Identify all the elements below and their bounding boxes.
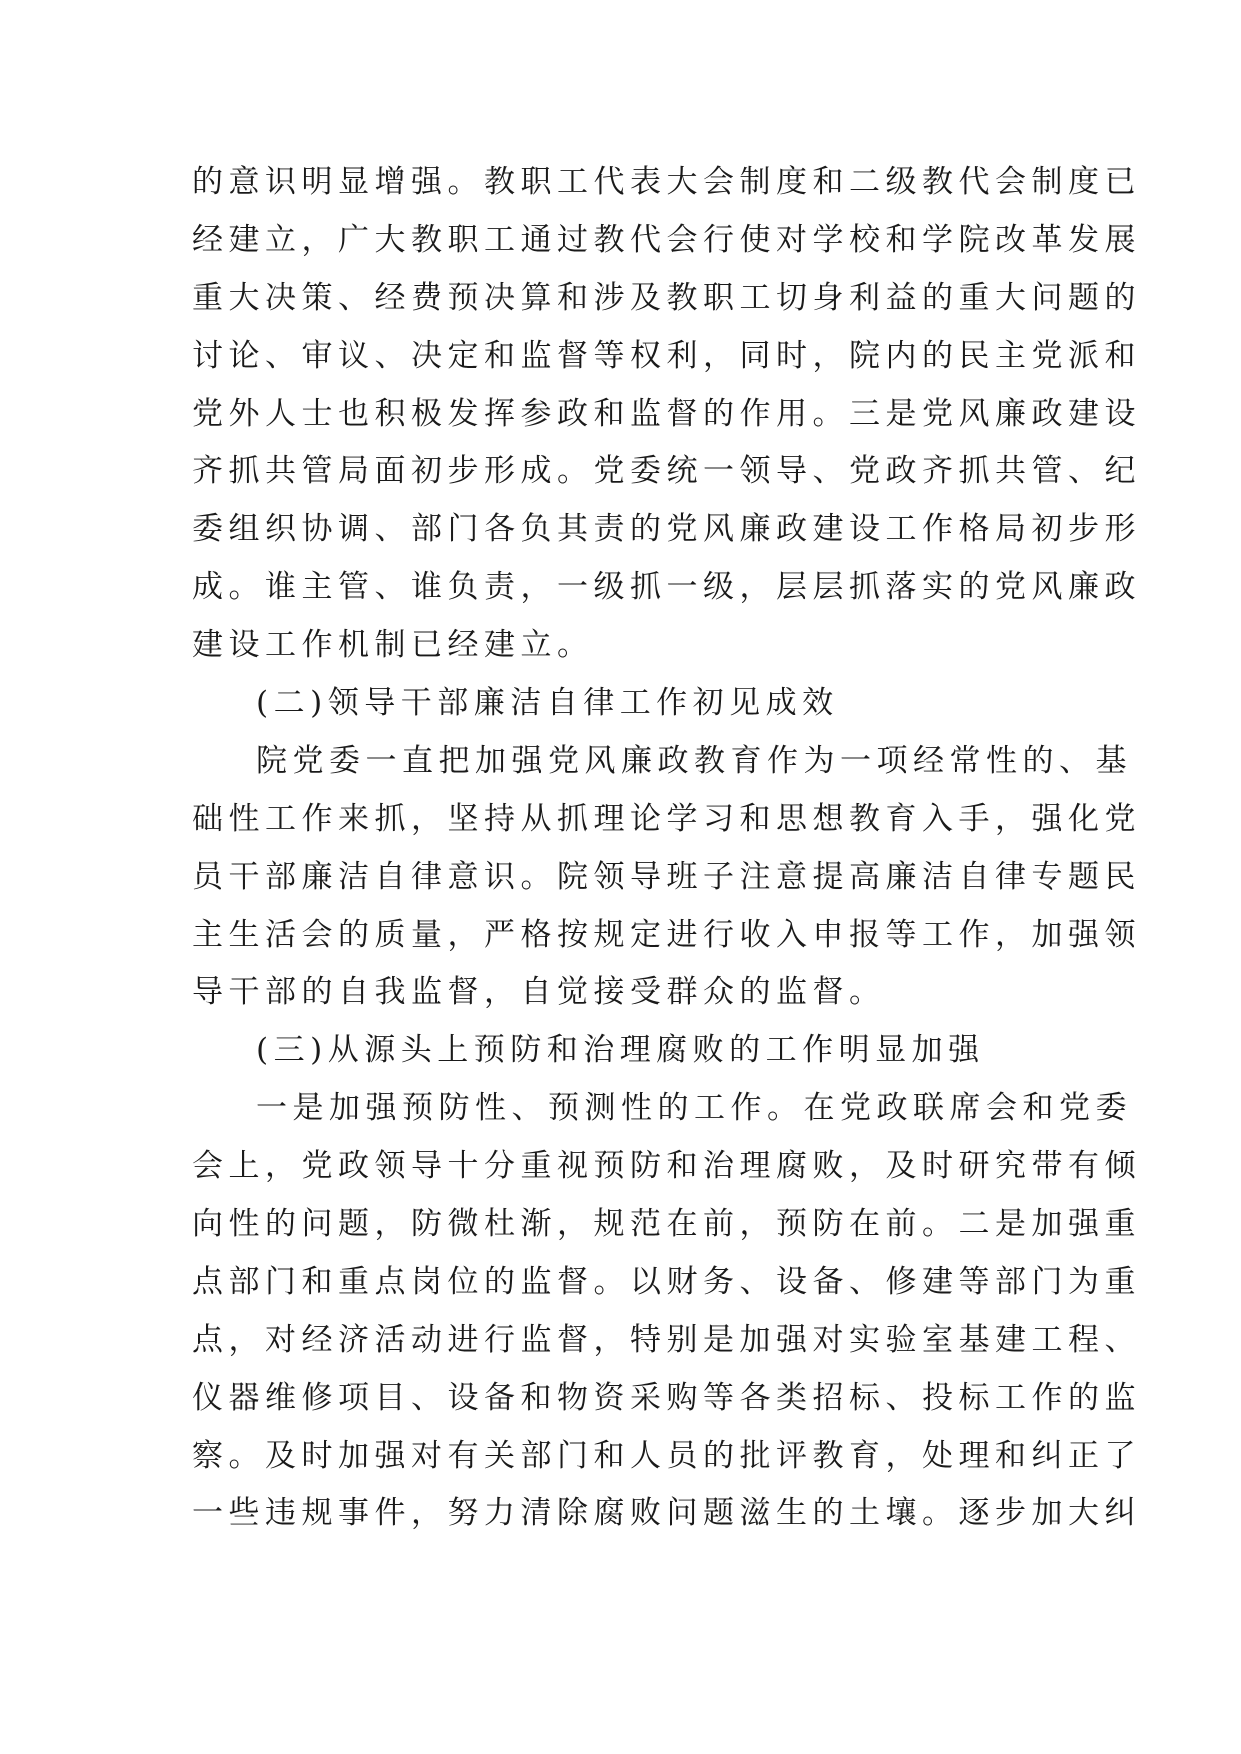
body-line: 重大决策、经费预决算和涉及教职工切身利益的重大问题的 bbox=[192, 279, 1141, 316]
body-line: 员干部廉洁自律意识。院领导班子注意提高廉洁自律专题民 bbox=[192, 858, 1141, 895]
body-line: 齐抓共管局面初步形成。党委统一领导、党政齐抓共管、纪 bbox=[192, 453, 1141, 490]
body-line: 一些违规事件，努力清除腐败问题滋生的土壤。逐步加大纠 bbox=[192, 1495, 1141, 1532]
body-line: 点，对经济活动进行监督，特别是加强对实验室基建工程、 bbox=[192, 1321, 1141, 1358]
body-line: 主生活会的质量，严格按规定进行收入申报等工作，加强领 bbox=[192, 916, 1141, 953]
body-line: 党外人士也积极发挥参政和监督的作用。三是党风廉政建设 bbox=[192, 395, 1141, 432]
body-line: 建设工作机制已经建立。 bbox=[192, 627, 594, 664]
paragraph-first-line: 院党委一直把加强党风廉政教育作为一项经常性的、基 bbox=[256, 742, 1132, 779]
body-line: 导干部的自我监督，自觉接受群众的监督。 bbox=[192, 974, 886, 1011]
section-heading: (二)领导干部廉洁自律工作初见成效 bbox=[256, 685, 839, 722]
body-line: 讨论、审议、决定和监督等权利，同时，院内的民主党派和 bbox=[192, 337, 1141, 374]
body-line: 的意识明显增强。教职工代表大会制度和二级教代会制度已 bbox=[192, 164, 1141, 200]
paragraph-first-line: 一是加强预防性、预测性的工作。在党政联席会和党委 bbox=[256, 1090, 1132, 1127]
body-line: 经建立，广大教职工通过教代会行使对学校和学院改革发展 bbox=[192, 221, 1141, 258]
document-body bbox=[192, 154, 1141, 1543]
body-line: 础性工作来抓，坚持从抓理论学习和思想教育入手，强化党 bbox=[192, 800, 1141, 837]
body-line: 委组织协调、部门各负其责的党风廉政建设工作格局初步形 bbox=[192, 511, 1141, 548]
body-line: 成。谁主管、谁负责，一级抓一级，层层抓落实的党风廉政 bbox=[192, 569, 1141, 606]
body-line: 仪器维修项目、设备和物资采购等各类招标、投标工作的监 bbox=[192, 1379, 1141, 1416]
body-line: 向性的问题，防微杜渐，规范在前，预防在前。二是加强重 bbox=[192, 1206, 1141, 1243]
body-line: 点部门和重点岗位的监督。以财务、设备、修建等部门为重 bbox=[192, 1263, 1141, 1300]
body-line: 会上，党政领导十分重视预防和治理腐败，及时研究带有倾 bbox=[192, 1148, 1141, 1185]
body-line: 察。及时加强对有关部门和人员的批评教育，处理和纠正了 bbox=[192, 1437, 1141, 1474]
section-heading: (三)从源头上预防和治理腐败的工作明显加强 bbox=[256, 1032, 985, 1069]
